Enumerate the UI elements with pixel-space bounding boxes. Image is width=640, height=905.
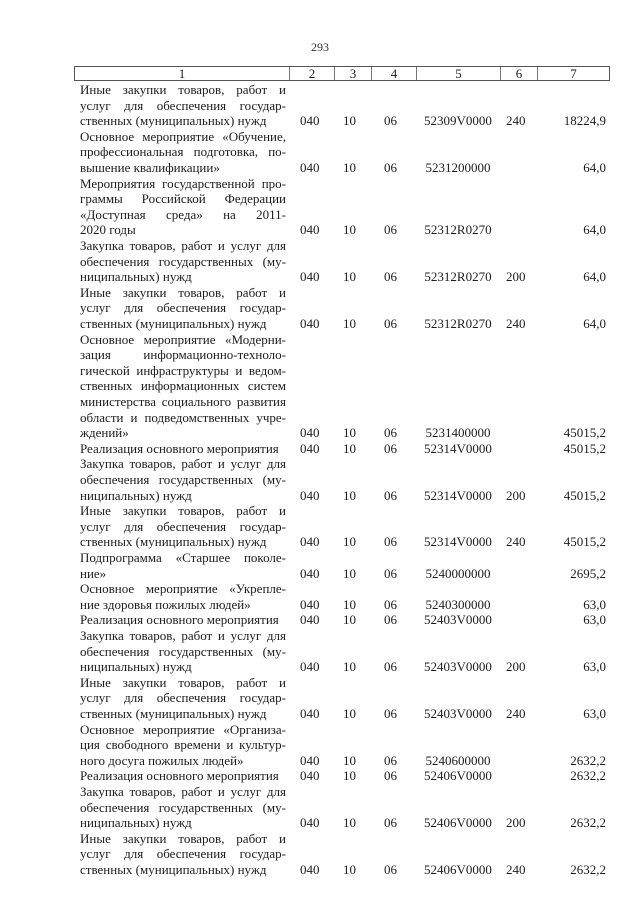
description-line: Иные закупки товаров, работ и (80, 674, 286, 690)
row-description (80, 456, 286, 503)
description-line: ственных (муниципальных) нужд (80, 315, 267, 331)
cell-c4: 06 (384, 159, 397, 175)
cell-c7: 63,0 (583, 705, 606, 721)
description-line: гической инфраструктуры и ведом- (80, 362, 286, 378)
cell-c7: 2632,2 (570, 861, 606, 877)
cell-c2: 040 (300, 487, 320, 503)
cell-c6: 200 (506, 659, 526, 675)
cell-c5: 5240300000 (425, 596, 491, 612)
row-description (80, 675, 286, 722)
cell-c3: 10 (343, 768, 356, 784)
cell-c5: 5240000000 (425, 565, 491, 581)
description-line: области и подведомственных учре- (80, 409, 286, 425)
description-line: услуг для обеспечения государ- (80, 97, 286, 113)
row-description (80, 82, 286, 129)
description-line: обеспечения государственных (му- (80, 643, 286, 659)
cell-c2: 040 (300, 659, 320, 675)
cell-c4: 06 (384, 659, 397, 675)
row-description (80, 581, 286, 612)
cell-c4: 06 (384, 752, 397, 768)
cell-c4: 06 (384, 487, 397, 503)
cell-c5: 52403V0000 (424, 659, 492, 675)
cell-c4: 06 (384, 705, 397, 721)
cell-c7: 64,0 (583, 159, 606, 175)
description-line: Реализация основного мероприятия (80, 612, 279, 628)
description-line: обеспечения государственных (му- (80, 471, 286, 487)
cell-c4: 06 (384, 269, 397, 285)
description-line: граммы Российской Федерации (80, 191, 286, 207)
cell-c7: 45015,2 (563, 440, 606, 456)
cell-c7: 2632,2 (570, 815, 606, 831)
description-line: ственных (муниципальных) нужд (80, 113, 267, 129)
cell-c4: 06 (384, 815, 397, 831)
description-line: ция свободного времени и культур- (80, 737, 286, 753)
description-line: Закупка товаров, работ и услуг для (80, 628, 286, 643)
cell-c5: 52314V0000 (424, 487, 492, 503)
cell-c5: 52403V0000 (424, 705, 492, 721)
description-line: ственных (муниципальных) нужд (80, 861, 267, 877)
cell-c7: 64,0 (583, 269, 606, 285)
cell-c3: 10 (343, 487, 356, 503)
cell-c3: 10 (343, 269, 356, 285)
cell-c2: 040 (300, 705, 320, 721)
cell-c2: 040 (300, 222, 320, 238)
cell-c2: 040 (300, 269, 320, 285)
description-line: министерства социального развития (80, 393, 286, 409)
description-line: 2020 годы (80, 222, 136, 238)
cell-c2: 040 (300, 815, 320, 831)
cell-c3: 10 (343, 752, 356, 768)
row-description (80, 768, 286, 784)
cell-c2: 040 (300, 612, 320, 628)
cell-c4: 06 (384, 768, 397, 784)
cell-c2: 040 (300, 596, 320, 612)
cell-c3: 10 (343, 425, 356, 441)
cell-c3: 10 (343, 705, 356, 721)
description-line: ждений» (80, 425, 129, 441)
cell-c5: 52314V0000 (424, 440, 492, 456)
cell-c2: 040 (300, 752, 320, 768)
description-line: Иные закупки товаров, работ и (80, 82, 286, 97)
description-line: ственных (муниципальных) нужд (80, 705, 267, 721)
cell-c5: 52406V0000 (424, 861, 492, 877)
description-line: Реализация основного мероприятия (80, 768, 279, 784)
cell-c5: 52403V0000 (424, 612, 492, 628)
row-description (80, 628, 286, 675)
cell-c5: 5240600000 (425, 752, 491, 768)
cell-c6: 240 (506, 861, 526, 877)
description-line: ственных информационных систем (80, 378, 286, 394)
cell-c7: 45015,2 (563, 487, 606, 503)
description-line: «Доступная среда» на 2011- (80, 206, 286, 222)
cell-c3: 10 (343, 222, 356, 238)
description-line: Иные закупки товаров, работ и (80, 284, 286, 300)
cell-c6: 240 (506, 113, 526, 129)
description-line: ниципальных) нужд (80, 659, 192, 675)
cell-c2: 040 (300, 565, 320, 581)
description-line: Закупка товаров, работ и услуг для (80, 456, 286, 472)
header-col-1: 1 (75, 67, 290, 80)
description-line: Основное мероприятие «Укрепле- (80, 581, 286, 597)
cell-c4: 06 (384, 440, 397, 456)
cell-c4: 06 (384, 612, 397, 628)
table-header (74, 66, 610, 81)
cell-c5: 52312R0270 (424, 315, 492, 331)
cell-c6: 200 (506, 815, 526, 831)
description-line: услуг для обеспечения государ- (80, 518, 286, 534)
description-line: зация информационно-техноло- (80, 347, 286, 363)
description-line: ственных (муниципальных) нужд (80, 534, 267, 550)
page-number: 293 (311, 40, 329, 54)
cell-c4: 06 (384, 113, 397, 129)
cell-c2: 040 (300, 768, 320, 784)
description-line: ниципальных) нужд (80, 269, 192, 285)
cell-c2: 040 (300, 113, 320, 129)
cell-c7: 2632,2 (570, 768, 606, 784)
cell-c5: 5231400000 (425, 425, 491, 441)
cell-c7: 2632,2 (570, 752, 606, 768)
cell-c4: 06 (384, 425, 397, 441)
cell-c3: 10 (343, 113, 356, 129)
cell-c6: 240 (506, 315, 526, 331)
row-description (80, 129, 286, 176)
header-col-4: 4 (372, 67, 417, 80)
description-line: ниципальных) нужд (80, 815, 192, 831)
description-line: вышение квалификации» (80, 159, 220, 175)
description-line: ного досуга пожилых людей» (80, 752, 244, 768)
cell-c6: 200 (506, 487, 526, 503)
cell-c7: 63,0 (583, 596, 606, 612)
description-line: Реализация основного мероприятия (80, 440, 279, 456)
cell-c7: 45015,2 (563, 534, 606, 550)
row-description (80, 784, 286, 831)
description-line: ние» (80, 565, 107, 581)
cell-c3: 10 (343, 315, 356, 331)
cell-c3: 10 (343, 565, 356, 581)
cell-c6: 240 (506, 705, 526, 721)
description-line: обеспечения государственных (му- (80, 799, 286, 815)
cell-c6: 200 (506, 269, 526, 285)
cell-c7: 2695,2 (570, 565, 606, 581)
header-col-3: 3 (335, 67, 372, 80)
row-description (80, 550, 286, 581)
header-col-7: 7 (570, 66, 577, 81)
description-line: услуг для обеспечения государ- (80, 846, 286, 862)
cell-c3: 10 (343, 596, 356, 612)
cell-c4: 06 (384, 315, 397, 331)
cell-c4: 06 (384, 534, 397, 550)
cell-c6: 240 (506, 534, 526, 550)
cell-c3: 10 (343, 659, 356, 675)
cell-c2: 040 (300, 440, 320, 456)
cell-c2: 040 (300, 315, 320, 331)
row-description (80, 441, 286, 457)
cell-c2: 040 (300, 425, 320, 441)
cell-c2: 040 (300, 861, 320, 877)
description-line: услуг для обеспечения государ- (80, 300, 286, 316)
cell-c5: 52406V0000 (424, 815, 492, 831)
cell-c3: 10 (343, 534, 356, 550)
description-line: услуг для обеспечения государ- (80, 690, 286, 706)
description-line: Закупка товаров, работ и услуг для (80, 238, 286, 253)
cell-c3: 10 (343, 815, 356, 831)
cell-c3: 10 (343, 159, 356, 175)
row-description (80, 831, 286, 878)
cell-c7: 64,0 (583, 315, 606, 331)
row-description (80, 238, 286, 285)
row-description (80, 722, 286, 769)
cell-c3: 10 (343, 440, 356, 456)
description-line: Основное мероприятие «Организа- (80, 721, 286, 737)
header-col-2: 2 (290, 67, 335, 80)
row-description (80, 285, 286, 332)
cell-c5: 52314V0000 (424, 534, 492, 550)
row-description (80, 503, 286, 550)
cell-c7: 63,0 (583, 659, 606, 675)
cell-c7: 63,0 (583, 612, 606, 628)
description-line: ниципальных) нужд (80, 487, 192, 503)
description-line: ние здоровья пожилых людей» (80, 596, 251, 612)
cell-c5: 5231200000 (425, 159, 491, 175)
cell-c5: 52312R0270 (424, 269, 492, 285)
description-line: профессиональная подготовка, по- (80, 144, 286, 160)
cell-c5: 52406V0000 (424, 768, 492, 784)
cell-c4: 06 (384, 861, 397, 877)
description-line: Подпрограмма «Старшее поколе- (80, 550, 286, 565)
cell-c4: 06 (384, 222, 397, 238)
row-description (80, 176, 286, 238)
description-line: обеспечения государственных (му- (80, 253, 286, 269)
description-line: Основное мероприятие «Модерни- (80, 331, 286, 347)
row-description (80, 332, 286, 441)
cell-c5: 52309V0000 (424, 113, 492, 129)
cell-c4: 06 (384, 565, 397, 581)
row-description (80, 612, 286, 628)
cell-c3: 10 (343, 861, 356, 877)
cell-c5: 52312R0270 (424, 222, 492, 238)
cell-c2: 040 (300, 159, 320, 175)
cell-c2: 040 (300, 534, 320, 550)
cell-c7: 18224,9 (563, 113, 606, 129)
cell-c3: 10 (343, 612, 356, 628)
cell-c7: 64,0 (583, 222, 606, 238)
cell-c4: 06 (384, 596, 397, 612)
cell-c7: 45015,2 (563, 425, 606, 441)
description-line: Основное мероприятие «Обучение, (80, 128, 286, 144)
description-line: Иные закупки товаров, работ и (80, 830, 286, 846)
description-line: Иные закупки товаров, работ и (80, 503, 286, 519)
description-line: Мероприятия государственной про- (80, 175, 286, 191)
header-col-5: 5 (417, 67, 501, 80)
header-col-6: 6 (501, 67, 538, 80)
description-line: Закупка товаров, работ и услуг для (80, 784, 286, 799)
